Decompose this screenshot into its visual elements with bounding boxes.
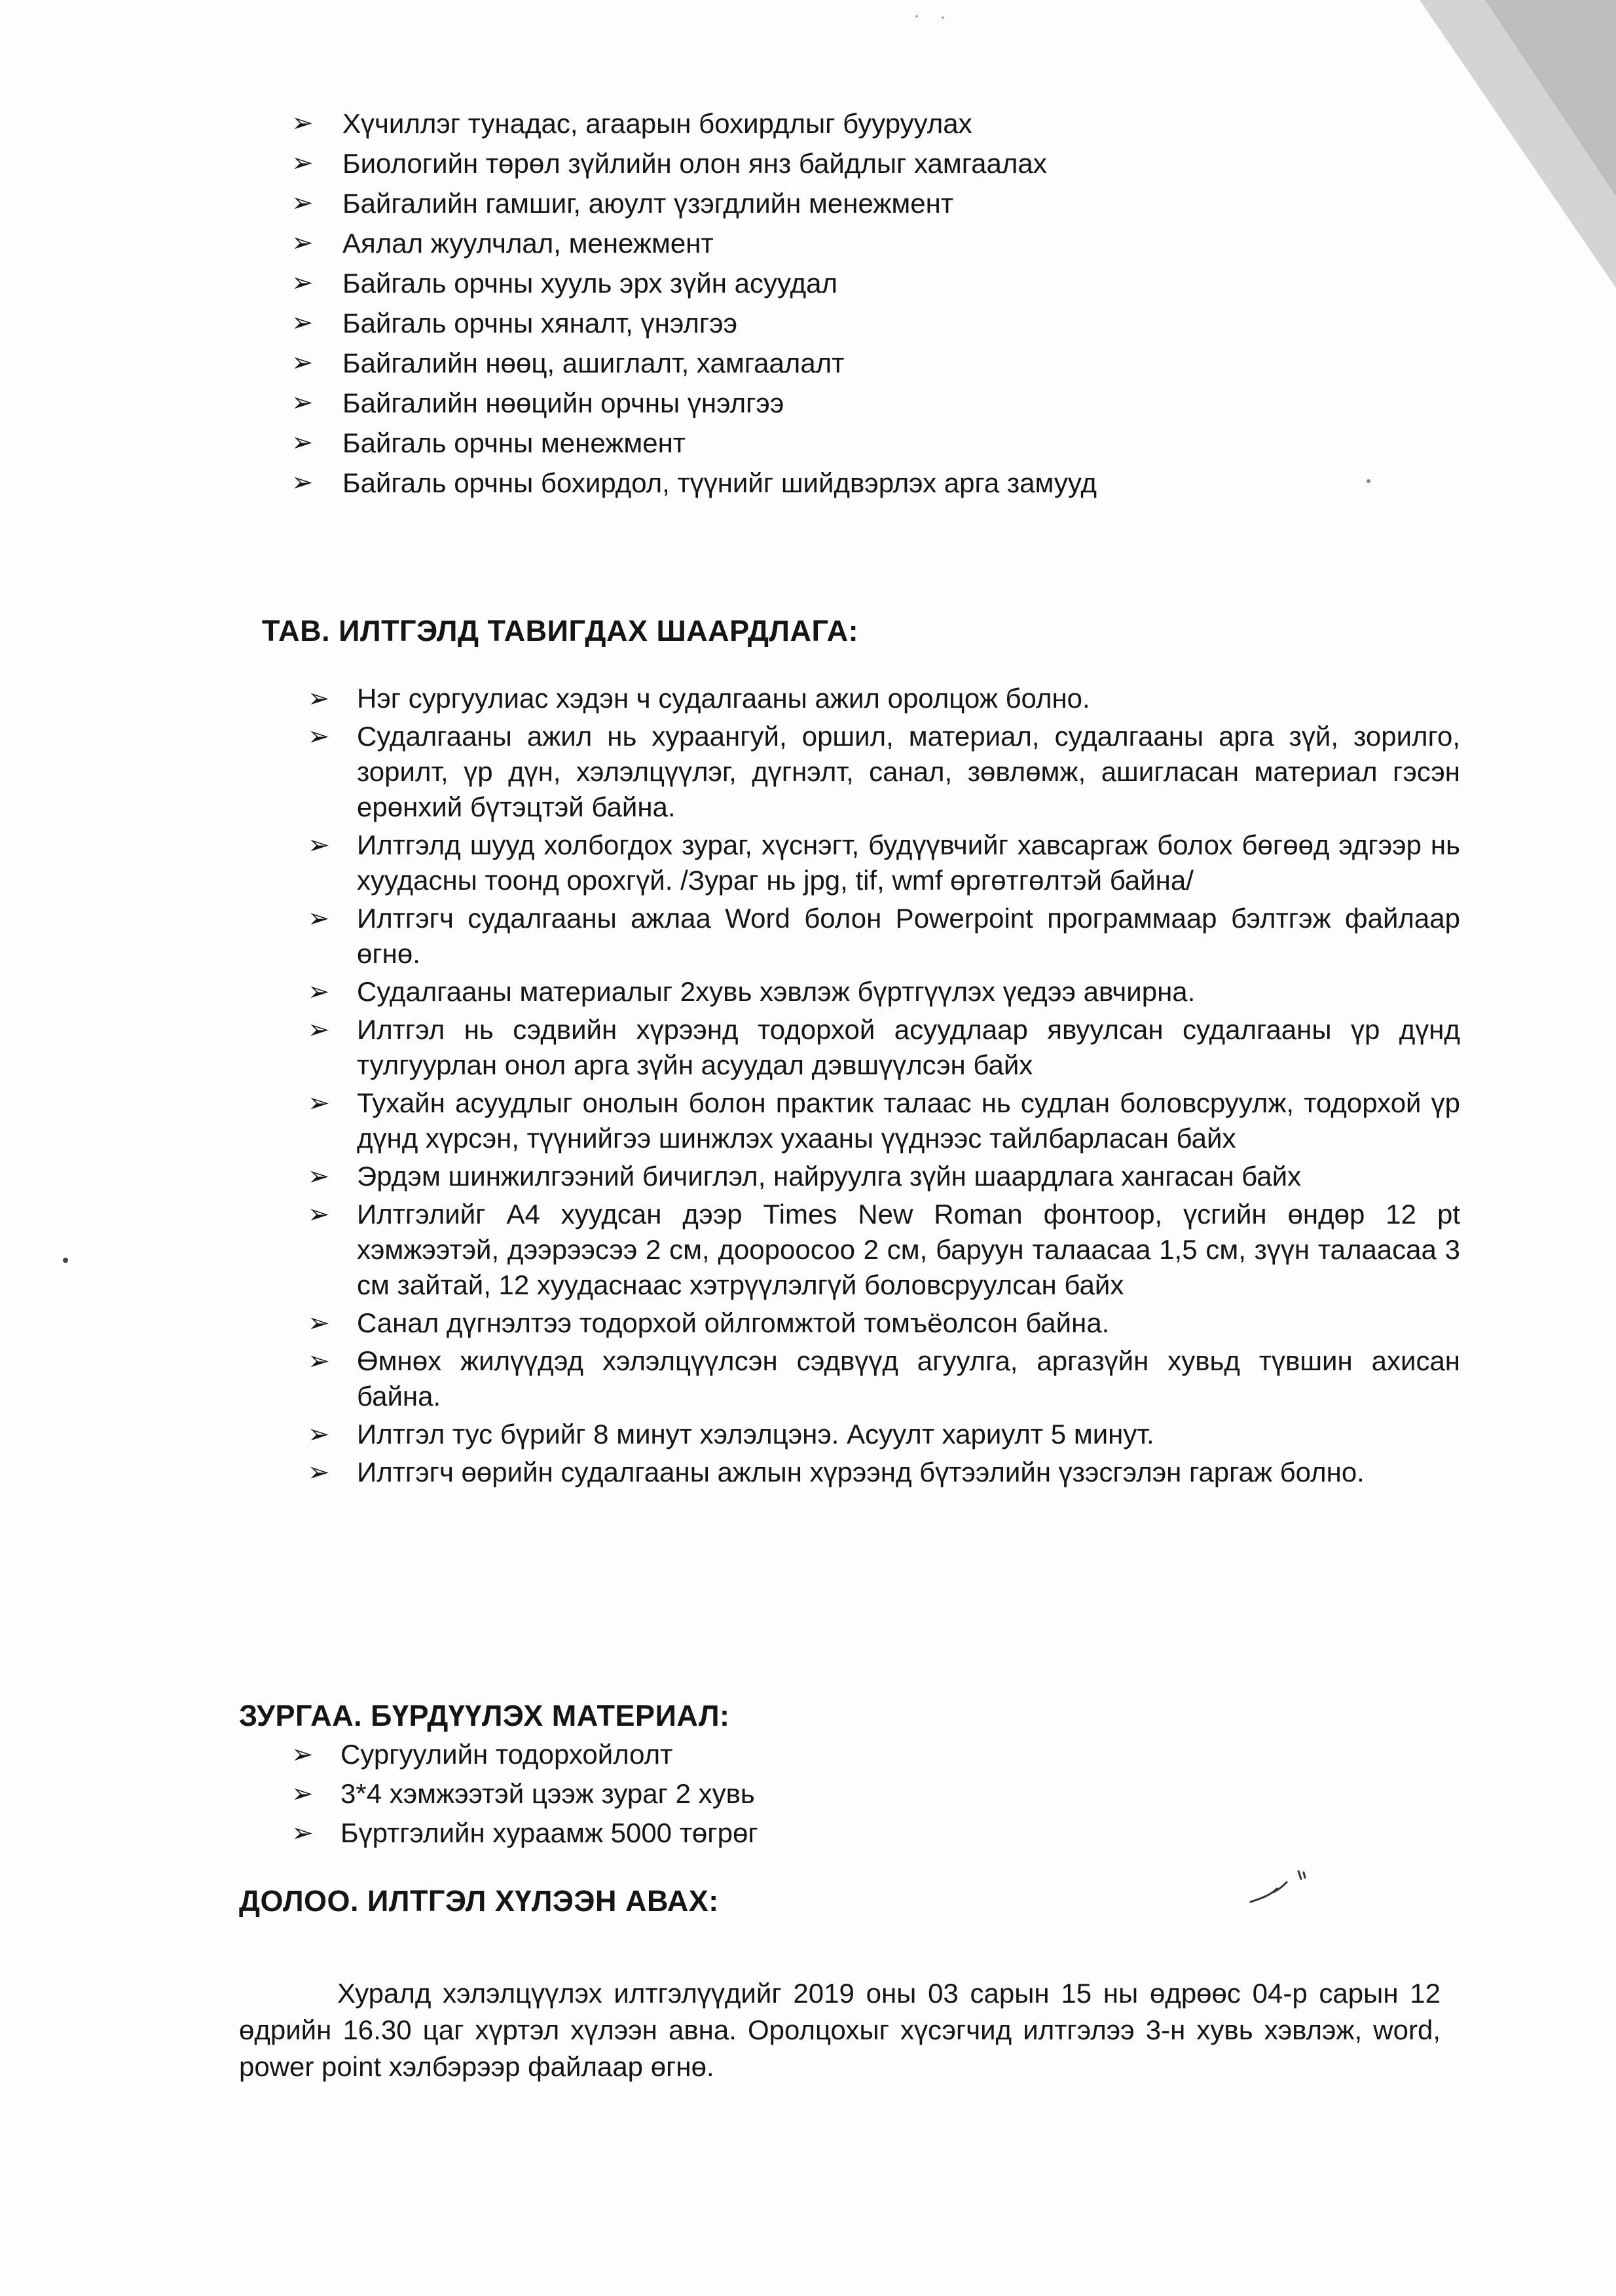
- list-item: ➢ Хүчиллэг тунадас, агаарын бохирдлыг бууруулах: [291, 103, 1405, 143]
- arrow-bullet-icon: ➢: [291, 228, 314, 258]
- arrow-bullet-icon: ➢: [308, 977, 330, 1007]
- list-item: ➢ Байгаль орчны хууль эрх зүйн асуудал: [291, 263, 1405, 303]
- arrow-bullet-icon: ➢: [291, 188, 314, 218]
- arrow-bullet-icon: ➢: [308, 1346, 330, 1376]
- list-item: ➢ Илтгэгч судалгааны ажлаа Word болон Powerpoint программаар бэлтгэж файлаар өгнө.: [308, 901, 1460, 972]
- list-item: ➢ Тухайн асуудлыг онолын болон практик талаас нь судлан боловсруулж, тодорхой үр дүнд хүрсэн, түүнийгээ шинжлэх ухааны үүднээс тайлбарласан байх: [308, 1085, 1460, 1156]
- arrow-bullet-icon: ➢: [291, 467, 314, 498]
- arrow-bullet-icon: ➢: [291, 108, 314, 138]
- arrow-bullet-icon: ➢: [308, 721, 330, 752]
- list-item: ➢ Эрдэм шинжилгээний бичиглэл, найруулга зүйн шаардлага хангасан байх: [308, 1159, 1460, 1194]
- arrow-bullet-icon: ➢: [308, 1161, 330, 1192]
- list-item: ➢ Илтгэлийг A4 хуудсан дээр Times New Roman фонтоор, үсгийн өндөр 12 pt хэмжээтэй, дээрээсээ 2 см, доороосоо 2 см, баруун талаасаа 1,5 см, зүүн талаасаа 3 см зайтай, 12 хуудаснаас хэтрүүлэлгүй боловсруулсан байх: [308, 1197, 1460, 1303]
- arrow-bullet-icon: ➢: [291, 148, 314, 178]
- submission-paragraph: Хуралд хэлэлцүүлэх илтгэлүүдийг 2019 оны 03 сарын 15 ны өдрөөс 04-р сарын 12 өдрийн 16.30 цаг хүртэл хүлээн авна. Оролцохыг хүсэгчид илтгэлээ 3-н хувь хэвлэж, word, power point хэлбэрээр файлаар өгнө.: [239, 1978, 1441, 2082]
- arrow-bullet-icon: ➢: [308, 683, 330, 714]
- arrow-bullet-icon: ➢: [291, 1818, 314, 1848]
- section-heading-submission: ДОЛОО. ИЛТГЭЛ ХҮЛЭЭН АВАХ:: [239, 1884, 719, 1918]
- list-item: ➢ Байгаль орчны хяналт, үнэлгээ: [291, 303, 1405, 343]
- list-item: ➢ Судалгааны ажил нь хураангуй, оршил, материал, судалгааны арга зүй, зорилго, зорилт, үр дүн, хэлэлцүүлэг, дүгнэлт, санал, зөвлөмж, ашигласан материал гэсэн ерөнхий бүтэцтэй байна.: [308, 719, 1460, 825]
- list-item: ➢ Илтгэл тус бүрийг 8 минут хэлэлцэнэ. Асуулт хариулт 5 минут.: [308, 1417, 1460, 1452]
- list-item: ➢ Илтгэгч өөрийн судалгааны ажлын хүрээнд бүтээлийн үзэсгэлэн гаргаж болно.: [308, 1455, 1460, 1490]
- arrow-bullet-icon: ➢: [308, 1015, 330, 1045]
- arrow-bullet-icon: ➢: [308, 1457, 330, 1487]
- arrow-bullet-icon: ➢: [291, 348, 314, 378]
- arrow-bullet-icon: ➢: [308, 903, 330, 934]
- list-item: ➢ Судалгааны материалыг 2хувь хэвлэж бүртгүүлэх үедээ авчирна.: [308, 974, 1460, 1010]
- arrow-bullet-icon: ➢: [291, 308, 314, 338]
- list-item: ➢ Илтгэл нь сэдвийн хүрээнд тодорхой асуудлаар явуулсан судалгааны үр дүнд тулгуурлан онол арга зүйн асуудал дэвшүүлсэн байх: [308, 1012, 1460, 1083]
- list-item: ➢ Байгаль орчны менежмент: [291, 423, 1405, 463]
- arrow-bullet-icon: ➢: [291, 388, 314, 418]
- arrow-bullet-icon: ➢: [308, 830, 330, 860]
- list-item: ➢ Биологийн төрөл зүйлийн олон янз байдлыг хамгаалах: [291, 143, 1405, 183]
- list-item: ➢ Байгалийн нөөц, ашиглалт, хамгаалалт: [291, 343, 1405, 383]
- section-heading-materials: ЗУРГАА. БҮРДҮҮЛЭХ МАТЕРИАЛ:: [239, 1699, 730, 1732]
- arrow-bullet-icon: ➢: [308, 1419, 330, 1449]
- list-item: ➢ Бүртгэлийн хураамж 5000 төгрөг: [291, 1813, 1339, 1853]
- list-item: ➢ Өмнөх жилүүдэд хэлэлцүүлсэн сэдвүүд агуулга, аргазүйн хувьд түвшин ахисан байна.: [308, 1343, 1460, 1414]
- list-item: ➢ Байгалийн нөөцийн орчны үнэлгээ: [291, 383, 1405, 423]
- list-item: ➢ Санал дүгнэлтээ тодорхой ойлгомжтой томъёолсон байна.: [308, 1305, 1460, 1341]
- list-item: ➢ Аялал жуулчлал, менежмент: [291, 223, 1405, 263]
- arrow-bullet-icon: ➢: [308, 1308, 330, 1338]
- arrow-bullet-icon: ➢: [291, 428, 314, 458]
- list-item: ➢ Сургуулийн тодорхойлолт: [291, 1735, 1339, 1774]
- arrow-bullet-icon: ➢: [291, 1740, 314, 1770]
- arrow-bullet-icon: ➢: [308, 1199, 330, 1230]
- list-item: ➢ Нэг сургуулиас хэдэн ч судалгааны ажил оролцож болно.: [308, 681, 1460, 716]
- arrow-bullet-icon: ➢: [308, 1088, 330, 1118]
- list-item: ➢ Байгаль орчны бохирдол, түүнийг шийдвэрлэх арга замууд: [291, 463, 1405, 503]
- arrow-bullet-icon: ➢: [291, 268, 314, 298]
- list-item: ➢ 3*4 хэмжээтэй цээж зураг 2 хувь: [291, 1774, 1339, 1813]
- list-item: ➢ Илтгэлд шууд холбогдох зураг, хүснэгт, будүүвчийг хавсаргаж болох бөгөөд эдгээр нь хуудасны тоонд орохгүй. /Зураг нь jpg, tif, wmf өргөтгөлтэй байна/: [308, 828, 1460, 898]
- arrow-bullet-icon: ➢: [291, 1779, 314, 1809]
- section-heading-requirements: ТАВ. ИЛТГЭЛД ТАВИГДАХ ШААРДЛАГА:: [262, 614, 859, 647]
- list-item: ➢ Байгалийн гамшиг, аюулт үзэгдлийн менежмент: [291, 183, 1405, 223]
